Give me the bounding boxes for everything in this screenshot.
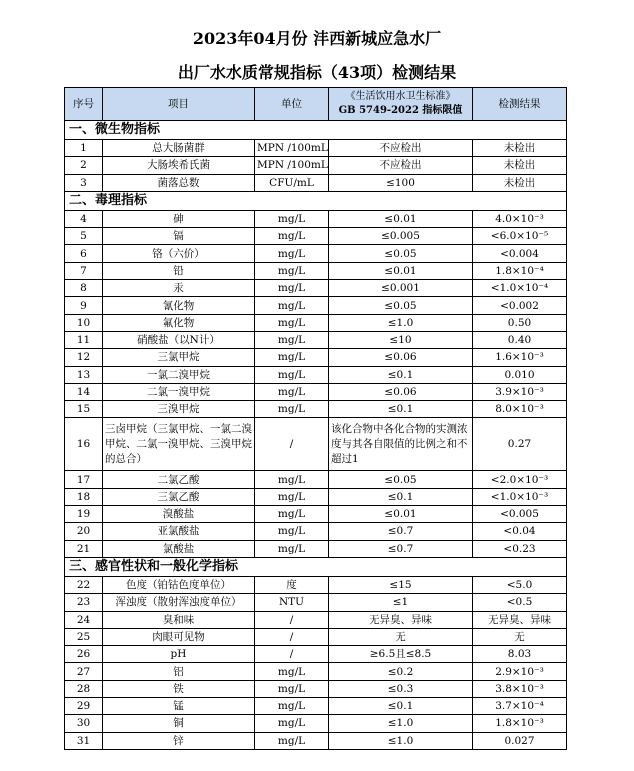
cell-no: 15 [65,401,103,418]
cell-limit: ≤1 [329,594,473,611]
header-no: 序号 [65,88,103,121]
cell-no: 2 [65,157,103,174]
header-standard-line1: 《生活饮用水卫生标准》 [345,91,456,102]
cell-result: 8.03 [473,646,567,663]
cell-no: 23 [65,594,103,611]
cell-item: 铬（六价） [103,245,255,262]
cell-item: 氯酸盐 [103,540,255,557]
cell-limit: 不应检出 [329,157,473,174]
cell-item: 镉 [103,228,255,245]
table-row [65,576,567,593]
cell-unit: mg/L [255,262,329,279]
cell-result: <0.23 [473,540,567,557]
cell-result: 3.8×10⁻³ [473,680,567,697]
cell-limit: ≤0.001 [329,280,473,297]
cell-item: 铁 [103,680,255,697]
cell-item: 浑浊度（散射浑浊度单位） [103,594,255,611]
cell-item: 三卤甲烷（三氯甲烷、一氯二溴甲烷、二氯一溴甲烷、三溴甲烷的总合） [103,418,255,471]
table-row [65,506,567,523]
cell-unit: mg/L [255,383,329,400]
cell-item: 二氯一溴甲烷 [103,383,255,400]
cell-result: <0.002 [473,297,567,314]
cell-no: 17 [65,471,103,488]
table-header-row [65,88,567,121]
cell-result: <0.04 [473,523,567,540]
cell-item: 氰化物 [103,297,255,314]
cell-unit: / [255,418,329,471]
cell-item: 菌落总数 [103,174,255,191]
table-row [65,611,567,628]
cell-item: 一氯二溴甲烷 [103,366,255,383]
cell-no: 19 [65,506,103,523]
table-row [65,732,567,749]
table-row [65,297,567,314]
cell-item: 大肠埃希氏菌 [103,157,255,174]
cell-unit: / [255,611,329,628]
cell-limit: ≤0.3 [329,680,473,697]
header-item: 项目 [103,88,255,121]
cell-result: <6.0×10⁻⁵ [473,228,567,245]
cell-unit: mg/L [255,401,329,418]
table-row [65,663,567,680]
cell-unit: mg/L [255,506,329,523]
header-result: 检测结果 [473,88,567,121]
cell-limit: ≤0.01 [329,210,473,227]
table-row [65,228,567,245]
cell-unit: MPN /100mL [255,140,329,157]
cell-item: pH [103,646,255,663]
cell-result: <2.0×10⁻³ [473,471,567,488]
cell-no: 24 [65,611,103,628]
cell-limit: 该化合物中各化合物的实测浓度与其各自限值的比例之和不超过1 [329,418,473,471]
cell-result: 3.7×10⁻⁴ [473,698,567,715]
table-row [65,698,567,715]
cell-limit: ≤0.2 [329,663,473,680]
section-row [65,191,567,210]
cell-unit: mg/L [255,245,329,262]
cell-item: 色度（铂钴色度单位） [103,576,255,593]
cell-unit: mg/L [255,314,329,331]
cell-no: 10 [65,314,103,331]
table-row [65,210,567,227]
table-row [65,471,567,488]
cell-unit: mg/L [255,366,329,383]
table-row [65,314,567,331]
cell-limit: 无异臭、异味 [329,611,473,628]
cell-result: 0.027 [473,732,567,749]
table-row [65,488,567,505]
cell-item: 三氯甲烷 [103,349,255,366]
table-row [65,349,567,366]
cell-no: 1 [65,140,103,157]
cell-result: <5.0 [473,576,567,593]
table-row [65,418,567,471]
cell-limit: ≤10 [329,331,473,348]
cell-limit: 无 [329,628,473,645]
cell-unit: mg/L [255,523,329,540]
water-quality-table [64,87,567,750]
cell-item: 铝 [103,663,255,680]
cell-result: 8.0×10⁻³ [473,401,567,418]
cell-no: 22 [65,576,103,593]
cell-result: 0.27 [473,418,567,471]
cell-no: 13 [65,366,103,383]
cell-result: <1.0×10⁻⁴ [473,280,567,297]
cell-no: 25 [65,628,103,645]
cell-item: 臭和味 [103,611,255,628]
cell-item: 总大肠菌群 [103,140,255,157]
cell-limit: ≤0.1 [329,488,473,505]
cell-result: 4.0×10⁻³ [473,210,567,227]
cell-unit: mg/L [255,680,329,697]
cell-result: 未检出 [473,157,567,174]
cell-limit: ≤0.01 [329,506,473,523]
cell-limit: ≤15 [329,576,473,593]
cell-unit: mg/L [255,297,329,314]
cell-unit: mg/L [255,540,329,557]
cell-unit: mg/L [255,280,329,297]
cell-item: 锰 [103,698,255,715]
cell-item: 砷 [103,210,255,227]
cell-no: 14 [65,383,103,400]
cell-no: 21 [65,540,103,557]
cell-result: 0.010 [473,366,567,383]
cell-limit: ≤100 [329,174,473,191]
section-title: 二、毒理指标 [65,191,567,210]
table-body [65,121,567,750]
cell-unit: mg/L [255,331,329,348]
cell-item: 铅 [103,262,255,279]
table-row [65,523,567,540]
table-row [65,401,567,418]
table-row [65,366,567,383]
cell-limit: ≤0.1 [329,401,473,418]
table-row [65,540,567,557]
cell-item: 亚氯酸盐 [103,523,255,540]
cell-no: 7 [65,262,103,279]
cell-no: 8 [65,280,103,297]
cell-limit: ≤0.7 [329,540,473,557]
cell-unit: / [255,628,329,645]
section-row [65,121,567,140]
cell-no: 16 [65,418,103,471]
cell-result: <0.004 [473,245,567,262]
cell-unit: mg/L [255,471,329,488]
cell-no: 28 [65,680,103,697]
cell-limit: ≤1.0 [329,715,473,732]
document-title-line1: 2023年04月份 沣西新城应急水厂 [192,29,442,48]
table-row [65,646,567,663]
section-row [65,557,567,576]
cell-unit: MPN /100mL [255,157,329,174]
table-row [65,262,567,279]
table-row [65,174,567,191]
cell-no: 3 [65,174,103,191]
cell-limit: ≤0.1 [329,366,473,383]
cell-no: 18 [65,488,103,505]
cell-limit: ≤0.005 [329,228,473,245]
cell-limit: ≤0.05 [329,245,473,262]
cell-no: 5 [65,228,103,245]
cell-item: 汞 [103,280,255,297]
table-row [65,628,567,645]
cell-no: 29 [65,698,103,715]
cell-no: 4 [65,210,103,227]
cell-unit: 度 [255,576,329,593]
cell-result: 0.40 [473,331,567,348]
cell-result: 1.6×10⁻³ [473,349,567,366]
cell-limit: ≤1.0 [329,732,473,749]
table-row [65,280,567,297]
cell-no: 27 [65,663,103,680]
cell-unit: mg/L [255,732,329,749]
cell-no: 9 [65,297,103,314]
cell-result: 未检出 [473,140,567,157]
cell-unit: mg/L [255,349,329,366]
header-standard-line2: GB 5749-2022 指标限值 [338,105,463,116]
cell-result: <0.005 [473,506,567,523]
cell-item: 肉眼可见物 [103,628,255,645]
cell-no: 12 [65,349,103,366]
cell-no: 31 [65,732,103,749]
cell-unit: mg/L [255,715,329,732]
cell-no: 11 [65,331,103,348]
cell-unit: mg/L [255,698,329,715]
cell-unit: / [255,646,329,663]
cell-item: 溴酸盐 [103,506,255,523]
table-row [65,140,567,157]
cell-result: 无异臭、异味 [473,611,567,628]
cell-no: 20 [65,523,103,540]
table-row [65,245,567,262]
cell-item: 铜 [103,715,255,732]
cell-no: 6 [65,245,103,262]
cell-limit: ≤0.06 [329,349,473,366]
cell-result: 2.9×10⁻³ [473,663,567,680]
cell-limit: ≤0.06 [329,383,473,400]
cell-unit: NTU [255,594,329,611]
cell-unit: mg/L [255,210,329,227]
cell-item: 三溴甲烷 [103,401,255,418]
cell-limit: ≥6.5且≤8.5 [329,646,473,663]
document-title-line2: 出厂水水质常规指标（43项）检测结果 [177,63,457,82]
table-row [65,594,567,611]
cell-item: 硝酸盐（以N计） [103,331,255,348]
cell-unit: mg/L [255,488,329,505]
cell-limit: ≤0.1 [329,698,473,715]
cell-limit: ≤0.05 [329,297,473,314]
table-row [65,715,567,732]
table-row [65,331,567,348]
cell-limit: 不应检出 [329,140,473,157]
cell-result: 1.8×10⁻⁴ [473,262,567,279]
cell-result: 0.50 [473,314,567,331]
cell-unit: CFU/mL [255,174,329,191]
cell-result: <1.0×10⁻³ [473,488,567,505]
cell-result: 1.8×10⁻³ [473,715,567,732]
cell-unit: mg/L [255,228,329,245]
header-standard-limit [329,88,473,121]
cell-limit: ≤0.01 [329,262,473,279]
cell-no: 26 [65,646,103,663]
section-title: 一、微生物指标 [65,121,567,140]
cell-limit: ≤0.05 [329,471,473,488]
cell-item: 二氯乙酸 [103,471,255,488]
cell-limit: ≤1.0 [329,314,473,331]
cell-item: 锌 [103,732,255,749]
cell-no: 30 [65,715,103,732]
table-row [65,157,567,174]
cell-item: 氟化物 [103,314,255,331]
cell-result: <0.5 [473,594,567,611]
cell-unit: mg/L [255,663,329,680]
cell-limit: ≤0.7 [329,523,473,540]
cell-result: 无 [473,628,567,645]
header-unit: 单位 [255,88,329,121]
cell-result: 3.9×10⁻³ [473,383,567,400]
cell-result: 未检出 [473,174,567,191]
table-row [65,680,567,697]
table-row [65,383,567,400]
section-title: 三、感官性状和一般化学指标 [65,557,567,576]
cell-item: 三氯乙酸 [103,488,255,505]
